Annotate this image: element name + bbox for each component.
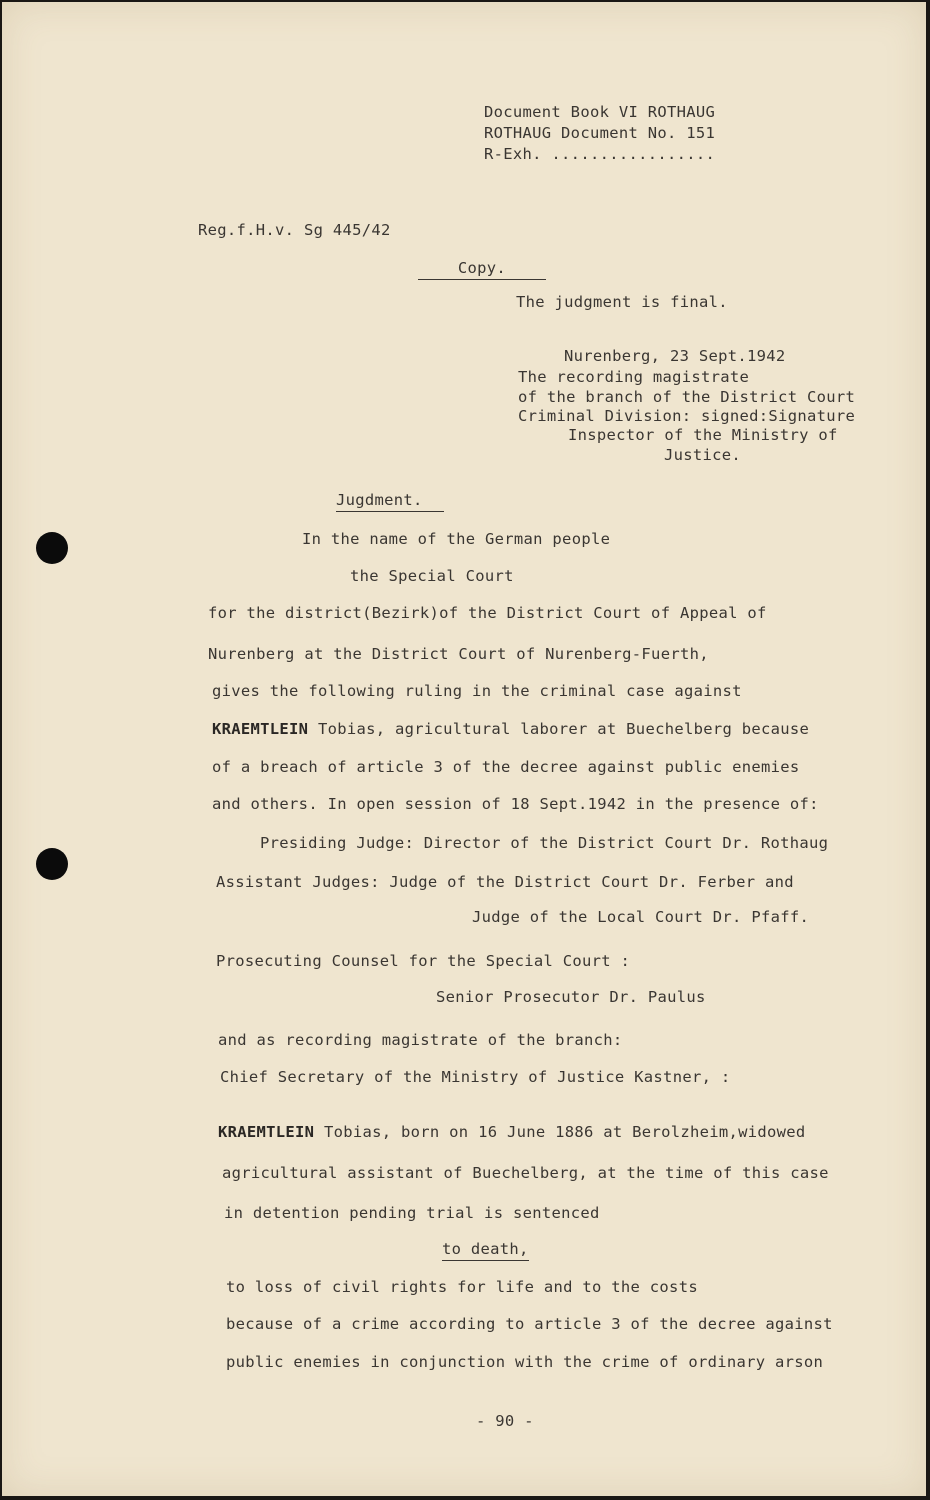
body-line: public enemies in conjunction with the crime of ordinary arson — [226, 1353, 824, 1371]
exhibit-line: R-Exh. ................. — [484, 145, 716, 163]
body-line: of a breach of article 3 of the decree against public enemies — [212, 758, 800, 776]
final-judgment-note: The judgment is final. — [516, 293, 728, 311]
certification-line-5: Inspector of the Ministry of — [568, 426, 838, 444]
punch-hole-top — [36, 532, 68, 564]
reference-number: Reg.f.H.v. Sg 445/42 — [198, 221, 391, 239]
body-line: Assistant Judges: Judge of the District Court Dr. Ferber and — [216, 873, 794, 891]
body-line: Nurenberg at the District Court of Nurenberg-Fuerth, — [208, 645, 709, 663]
copy-heading: Copy. — [418, 259, 546, 280]
body-line: Senior Prosecutor Dr. Paulus — [436, 988, 706, 1006]
document-page — [2, 2, 926, 1496]
sentence-death: to death, — [442, 1240, 529, 1261]
body-line: for the district(Bezirk)of the District Court of Appeal of — [208, 604, 767, 622]
body-line: and others. In open session of 18 Sept.1942 in the presence of: — [212, 795, 819, 813]
certification-line-2: The recording magistrate — [518, 368, 750, 386]
certification-date: Nurenberg, 23 Sept.1942 — [564, 347, 786, 365]
page-number: - 90 - — [476, 1412, 534, 1430]
body-line: In the name of the German people — [302, 530, 611, 548]
body-line: gives the following ruling in the criminal case against — [212, 682, 742, 700]
body-line — [218, 1123, 806, 1141]
body-line — [212, 720, 809, 738]
body-line: Prosecuting Counsel for the Special Court : — [216, 952, 631, 970]
defendant-name: KRAEMTLEIN — [218, 1123, 315, 1141]
body-line: Chief Secretary of the Ministry of Justice Kastner, : — [220, 1068, 731, 1086]
body-line: in detention pending trial is sentenced — [224, 1204, 600, 1222]
judgment-heading: Jugdment. — [336, 491, 444, 512]
certification-line-3: of the branch of the District Court — [518, 388, 856, 406]
body-line: because of a crime according to article 3 of the decree against — [226, 1315, 833, 1333]
defendant-description: Tobias, agricultural laborer at Buechelberg because — [308, 720, 810, 738]
body-line: to loss of civil rights for life and to the costs — [226, 1278, 698, 1296]
certification-line-4: Criminal Division: signed:Signature — [518, 407, 856, 425]
certification-line-6: Justice. — [664, 446, 742, 464]
body-line: agricultural assistant of Buechelberg, at the time of this case — [222, 1164, 829, 1182]
defendant-name: KRAEMTLEIN — [212, 720, 309, 738]
body-line: Presiding Judge: Director of the District Court Dr. Rothaug — [260, 834, 829, 852]
document-book-line: Document Book VI ROTHAUG — [484, 103, 716, 121]
body-line: the Special Court — [350, 567, 514, 585]
body-line: and as recording magistrate of the branch: — [218, 1031, 623, 1049]
body-line: Judge of the Local Court Dr. Pfaff. — [472, 908, 810, 926]
defendant-particulars: Tobias, born on 16 June 1886 at Berolzheim,widowed — [314, 1123, 806, 1141]
punch-hole-bottom — [36, 848, 68, 880]
document-number-line: ROTHAUG Document No. 151 — [484, 124, 716, 142]
